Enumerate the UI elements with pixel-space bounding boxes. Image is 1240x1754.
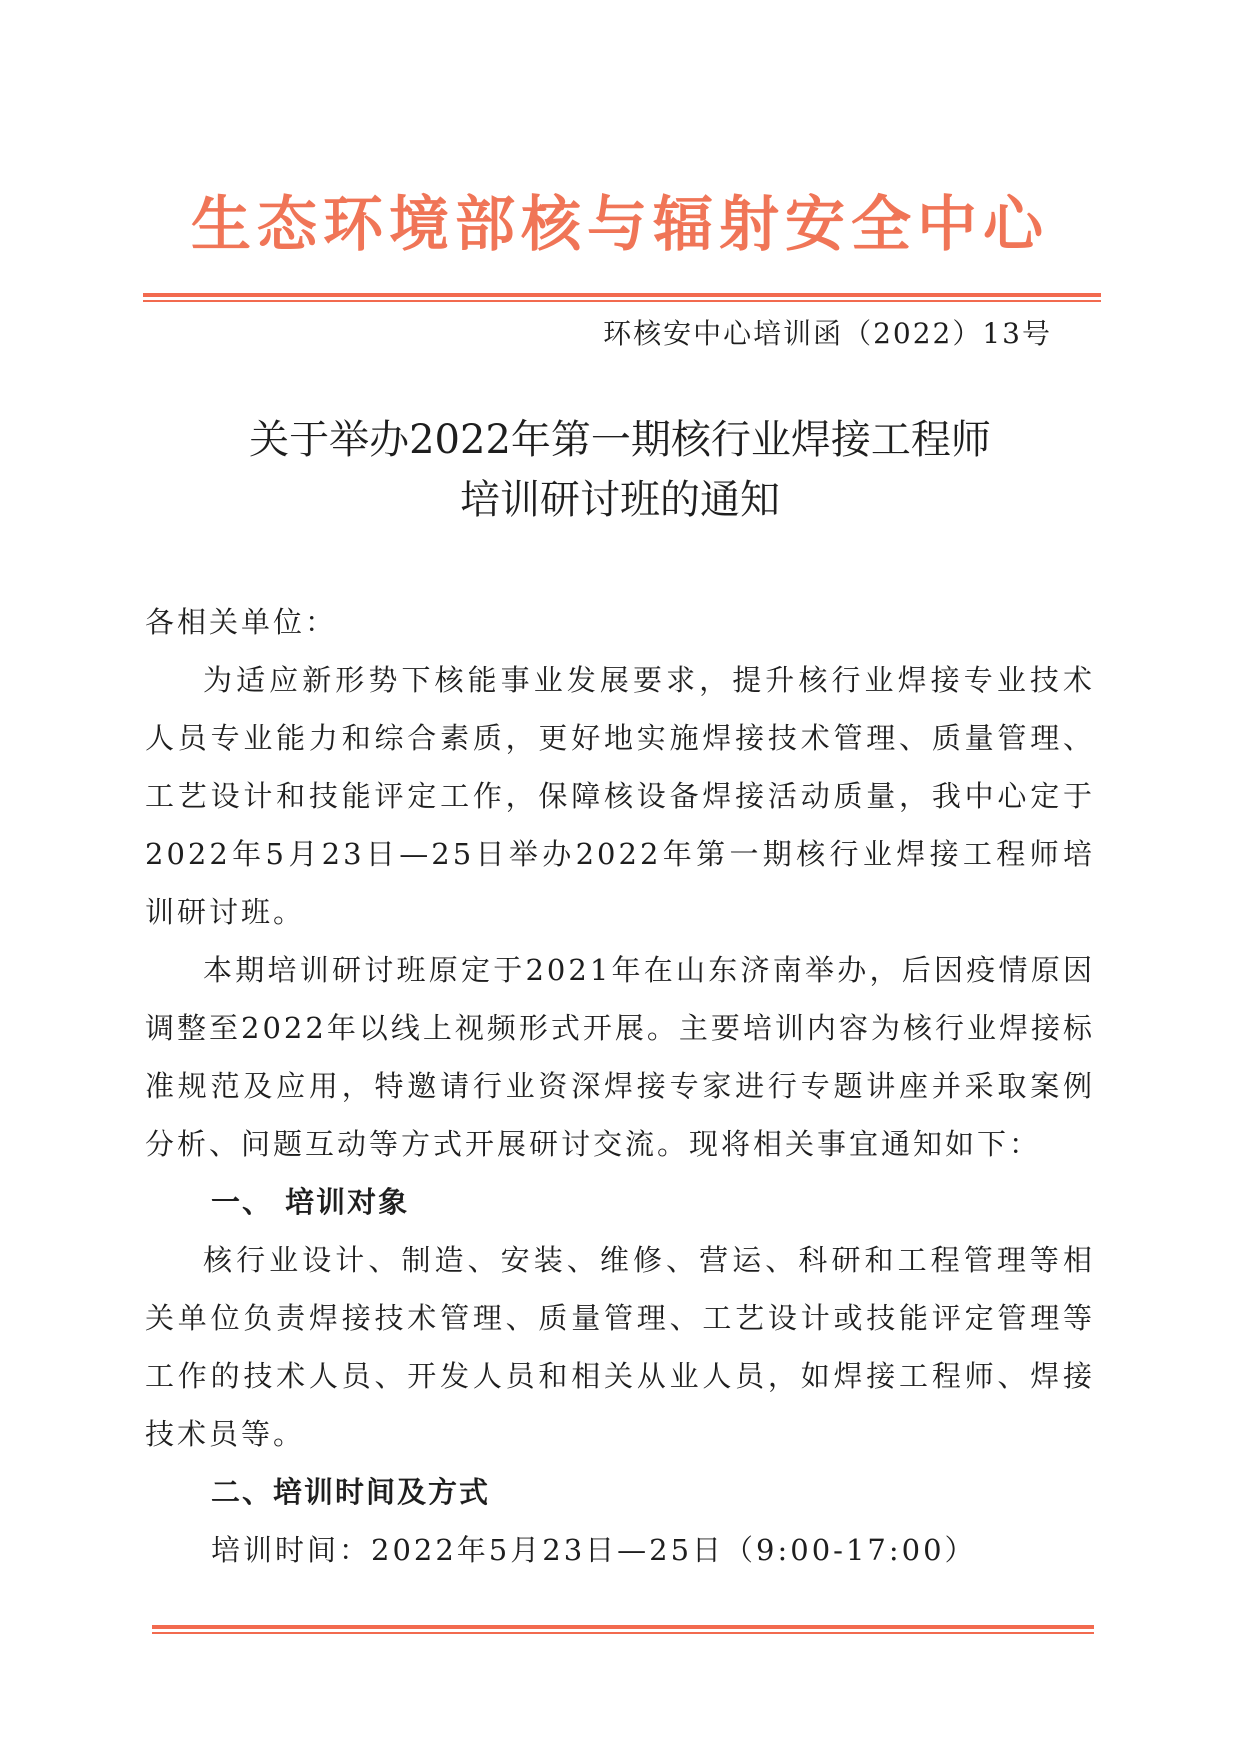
footer-rule-thin [152, 1632, 1094, 1634]
footer-red-rule [152, 1625, 1094, 1635]
training-time-line: 培训时间：2022年5月23日—25日（9:00-17:00） [211, 1533, 977, 1567]
organization-header: 生态环境部核与辐射安全中心 [191, 190, 1049, 260]
paragraph-purpose: 为适应新形势下核能事业发展要求，提升核行业焊接专业技术人员专业能力和综合素质，更好地实施焊接技术管理、质量管理、工艺设计和技能评定工作，保障核设备焊接活动质量，我中心定于2022年5月23日—25日举办2022年第一期核行业焊接工程师培训研讨班。 [145, 663, 1095, 929]
paragraph-background: 本期培训研讨班原定于2021年在山东济南举办，后因疫情原因调整至2022年以线上视频形式开展。主要培训内容为核行业焊接标准规范及应用，特邀请行业资深焊接专家进行专题讲座并采取案例分析、问题互动等方式开展研讨交流。现将相关事宜通知如下： [145, 953, 1095, 1161]
header-red-rule [143, 293, 1101, 303]
salutation: 各相关单位： [145, 605, 338, 639]
notice-body [145, 593, 1095, 1579]
document-number: 环核安中心培训函（2022）13号 [603, 317, 1052, 350]
section-heading-participants: 一、 培训对象 [211, 1185, 410, 1219]
paragraph-participants: 核行业设计、制造、安装、维修、营运、科研和工程管理等相关单位负责焊接技术管理、质量管理、工艺设计或技能评定管理等工作的技术人员、开发人员和相关从业人员，如焊接工程师、焊接技术员等。 [145, 1243, 1095, 1451]
notice-title-line1: 关于举办2022年第一期核行业焊接工程师 [249, 417, 991, 463]
footer-rule-thick [152, 1625, 1094, 1629]
section-heading-time-method: 二、培训时间及方式 [211, 1475, 491, 1509]
notice-title-line2: 培训研讨班的通知 [460, 477, 780, 523]
notice-title [0, 410, 1240, 530]
header-rule-thick [143, 293, 1101, 297]
header-rule-thin [143, 300, 1101, 302]
